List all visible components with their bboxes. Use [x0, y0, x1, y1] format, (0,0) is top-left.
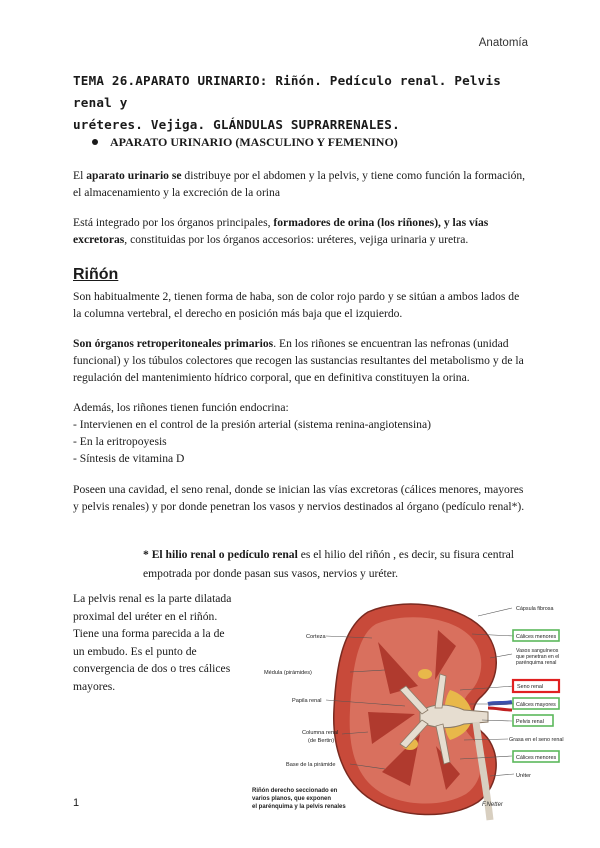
label-papila: Papila renal	[292, 698, 322, 704]
page-number: 1	[73, 797, 80, 809]
paragraph-seno-renal: Poseen una cavidad, el seno renal, donde se inician las vías excretoras (cálices menores, mayores y pelvis renales) y por donde penetran los vasos y nervios destinados al órgano (pedículo renal*).	[73, 483, 525, 513]
retroperitoneal-rest: . En los riñones se encuentran las nefronas (unidad funcional) y los túbulos colectores que recogen las sustancias resultantes del metabolismo y de la regulación del mantenimiento hídrico corporal, que en definitiva constituyen la orina.	[73, 337, 524, 384]
paragraph-organos	[73, 214, 528, 248]
label-seno-renal: Seno renal	[517, 684, 544, 690]
label-ureter: Uréter	[516, 773, 531, 779]
bullet-icon	[92, 139, 98, 145]
netter-signature: F.Netter	[482, 802, 503, 808]
list-item: - Intervienen en el control de la presión arterial (sistema renina-angiotensina)	[73, 418, 431, 431]
title-line-1: TEMA 26.APARATO URINARIO: Riñón. Pedículo renal. Pelvis renal y	[73, 73, 502, 110]
note-rest: es el hilio del riñón , es decir, su fisura central empotrada por donde pasan sus vasos, nervios y uréter.	[143, 548, 515, 580]
list-item: - En la eritropoyesis	[73, 435, 167, 448]
sinus-fat	[418, 669, 432, 679]
label-vasos-3: parénquima renal	[516, 660, 557, 666]
label-grasa-seno: Grasa en el seno renal	[509, 737, 564, 743]
label-calices-menores-2: Cálices menores	[516, 755, 557, 761]
label-pelvis-renal: Pelvis renal	[516, 719, 544, 725]
title-line-2: uréteres. Vejiga. GLÁNDULAS SUPRARRENALES.	[73, 117, 400, 132]
p2-bold: formadores de orina (los riñones), y las vías excretoras	[73, 216, 489, 246]
kidney-heading: Riñón	[73, 266, 119, 283]
label-medula: Médula (pirámides)	[264, 670, 312, 676]
kidney-illustration	[250, 594, 580, 822]
label-corteza: Corteza	[306, 634, 326, 640]
label-columna-renal: Columna renal	[302, 730, 339, 736]
label-vasos: Vasos sanguíneos	[516, 648, 559, 654]
p1-pre: El	[73, 169, 87, 182]
paragraph-pelvis-renal: La pelvis renal es la parte dilatada proximal del uréter en el riñón. Tiene una forma parecida a la de un embudo. Es el punto de convergencia de dos o tres cálices mayores.	[73, 592, 232, 693]
subject-header: Anatomía	[478, 37, 528, 49]
paragraph-aparato	[73, 167, 528, 201]
label-base-piramide: Base de la pirámide	[286, 762, 336, 768]
label-calices-menores: Cálices menores	[516, 634, 557, 640]
note-bold: * El hilio renal o pedículo renal	[143, 548, 298, 561]
caption-line-2: varios planos, que exponen	[252, 796, 332, 802]
paragraph-kidney-shape: Son habitualmente 2, tienen forma de haba, son de color rojo pardo y se sitúan a ambos lados de la columna vertebral, el derecho en posición más baja que el izquierdo.	[73, 290, 520, 320]
p2-pre: Está integrado por los órganos principales,	[73, 216, 274, 229]
p1-rest: distribuye por el abdomen y la pelvis, y tiene como función la formación, el almacenamiento y la excreción de la orina	[73, 169, 526, 199]
caption-line-3: el parénquima y la pelvis renales	[252, 804, 346, 810]
list-item: - Síntesis de vitamina D	[73, 452, 185, 465]
label-vasos-2: que penetran en el	[516, 654, 560, 660]
label-bertin: (de Bertin)	[308, 738, 335, 744]
endocrine-list	[73, 399, 528, 467]
section-heading	[92, 135, 398, 150]
section-heading-text: APARATO URINARIO (MASCULINO Y FEMENINO)	[110, 135, 398, 149]
paragraph-retroperitoneal	[73, 335, 528, 386]
endocrine-intro: Además, los riñones tienen función endocrina:	[73, 401, 289, 414]
label-calices-mayores: Cálices mayores	[516, 702, 556, 708]
page-title	[73, 70, 533, 136]
label-capsula: Cápsula fibrosa	[516, 606, 554, 612]
pediculo-note	[143, 545, 543, 583]
p2-rest: , constituidas por los órganos accesorios: uréteres, vejiga urinaria y uretra.	[124, 233, 469, 246]
p1-bold: aparato urinario se	[86, 169, 182, 182]
caption-line-1: Riñón derecho seccionado en	[252, 788, 338, 794]
retroperitoneal-bold: Son órganos retroperitoneales primarios	[73, 337, 274, 350]
